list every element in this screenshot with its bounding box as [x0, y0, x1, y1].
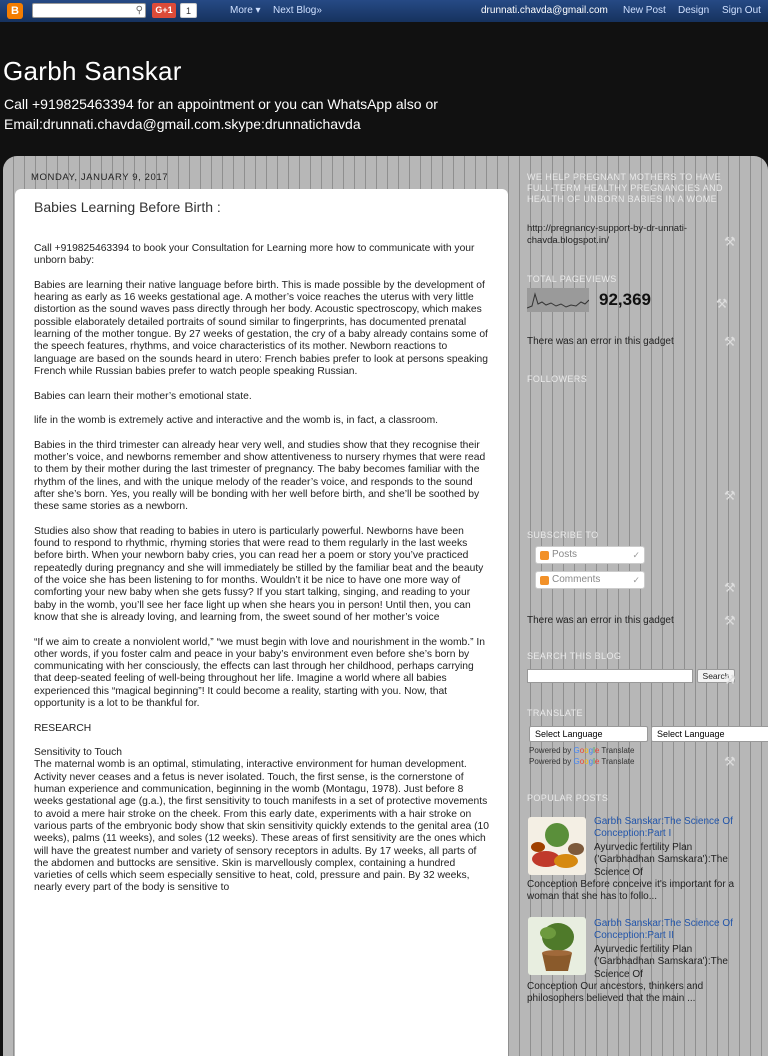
posts-label: Posts — [552, 549, 578, 560]
post-title[interactable]: Babies Learning Before Birth : — [34, 199, 221, 215]
post-paragraph: Babies in the third trimester can already hear very well, and studies show that they recognise their mother’s voice, and newborns remember and show attentiveness to nursery rhymes that were read to them by their mother during the last trimester of pregnancy. The baby becomes familiar with the rhythm of the lines, and with the unique melody of the reader’s voice, and responds to the sound after she’s born. Yes, you really will be bonding with her well before birth, and she’ll be soothed by these same stories as a newborn. — [34, 439, 486, 513]
edit-wrench-icon[interactable]: ⚒ — [724, 488, 736, 503]
post-date: MONDAY, JANUARY 9, 2017 — [31, 172, 169, 183]
edit-wrench-icon[interactable]: ⚒ — [724, 613, 736, 628]
post-paragraph: life in the womb is extremely active and interactive and the womb is, in fact, a classroom. — [34, 415, 439, 427]
popular-post-snippet: Conception Our ancestors, thinkers and philosophers believed that the main ... — [527, 981, 704, 1005]
post-paragraph: “If we aim to create a nonviolent world,” “we must begin with love and nourishment in the womb.” In other words, if you foster calm and peace in your baby’s environment even before she’s born by communicating with her consciously, the effects can last through her childhood, perhaps carrying that deep-seated feeling of well-being throughout her life. Imagine a world where all babies experienced this “magical beginning”! It could become a reality, starting with you. Now, that opportunity is a lot to be thankful for. — [34, 636, 485, 709]
post-paragraph: Studies also show that reading to babies in utero is particularly powerful. Newborns have been found to respond to rhythmic, rhyming stories that were read to them regularly in the last weeks before birth. When your newborn baby cries, you can read her a poem or story you’ve practiced repeatedly during pregnancy and she will immediately be stilled by the familiar beat and the beauty of the voice she has been listening to for months. Wouldn’t it be nice to have one more way of comforting your new baby when she gets fussy? If you start talking, singing, and reading to your baby in the womb, you’ll see her face light up when she hears you in person! Until then, you can know that she is already loving, and learning from, the sweet sound of her mother’s voice — [34, 525, 484, 623]
new-post-link[interactable]: New Post — [623, 5, 666, 16]
rss-icon — [540, 551, 549, 560]
blogger-navbar — [0, 0, 768, 22]
powered-by-google-translate[interactable]: Powered by Google Translate — [529, 757, 635, 766]
edit-wrench-icon[interactable]: ⚒ — [724, 754, 736, 769]
subscribe-comments-button[interactable] — [535, 571, 645, 589]
sign-out-link[interactable]: Sign Out — [722, 5, 761, 16]
powered-by-google-translate[interactable]: Powered by Google Translate — [529, 746, 635, 755]
popular-post-title[interactable]: Garbh Sanskar:The Science Of Conception:Part I — [594, 816, 733, 839]
blogger-logo-icon[interactable]: B — [7, 3, 23, 19]
post-paragraph: Sensitivity to Touch The maternal womb is an optimal, stimulating, interactive environment for human development. Activity never ceases and a fetus is never isolated. Touch, the first sense, is the cornerstone of human experience and communication, beginning in the womb (Montagu, 1978). Just before 8 weeks gestational age (g.a.), the first sensitivity to touch manifests in a set of protective movements to avoid a mere hair stroke on the cheek. From this early date, experiments with a hair stroke on various parts of the embryonic body show that skin sensitivity quickly extends to the genital area (10 weeks), palms (11 weeks), and soles (12 weeks). These areas of first sensitivity are the ones which will have the greatest number and variety of sensory receptors in adults. By 17 weeks, all parts of the abdomen and buttocks are sensitive. Skin is marvellously complex, containing a hundred varieties of cells which seem especially sensitive to heat, cold, pressure and pain. By 32 weeks, nearly every part of the body is sensitive to — [34, 747, 490, 894]
gadget-error-text: There was an error in this gadget — [527, 615, 674, 626]
gadget-error-text: There was an error in this gadget — [527, 336, 674, 347]
popular-posts-title: POPULAR POSTS — [527, 793, 609, 803]
popular-post-title[interactable]: Garbh Sanskar:The Science Of Conception:Part II — [594, 918, 733, 941]
rss-icon — [540, 576, 549, 585]
popular-post-snippet: Conception Before conceive it's important for a woman that she has to follo... — [527, 879, 735, 903]
tagline-link[interactable]: http://pregnancy-support-by-dr-unnati-chavda.blogspot.in/ — [527, 223, 687, 246]
next-blog-link[interactable]: Next Blog» — [273, 5, 322, 16]
blog-description: Call +919825463394 for an appointment or you can WhatsApp also or Email:drunnati.chavda@gmail.com.skype:drunnatichavda — [4, 96, 438, 132]
user-email: drunnati.chavda@gmail.com — [481, 5, 608, 16]
post-thumbnail[interactable] — [528, 817, 586, 875]
language-select[interactable]: Select Language — [651, 726, 768, 742]
more-menu[interactable]: More ▾ — [230, 5, 261, 16]
pageviews-sparkline — [527, 288, 589, 312]
post-paragraph: Babies are learning their native language before birth. This is made possible by the development of hearing as early as 16 weeks gestational age. A mother’s voice reaches the uterus with very little distortion as the sound waves pass directly through her body. Acoustic spectroscopy, which makes possible elaborately detailed portraits of sound similar to fingerprints, has documented prenatal learning of the mother tongue. By 27 weeks of gestation, the cry of a baby already contains some of the speech features, rhythms, and voice characteristics of its mother. Newborn reactions to language are based on the sounds heard in utero: French babies prefer to look at persons speaking French while Russian babies prefer to watch people speaking Russian. — [34, 279, 488, 377]
blog-header — [0, 22, 768, 156]
edit-wrench-icon[interactable]: ⚒ — [724, 672, 736, 687]
blog-search-input[interactable] — [527, 669, 693, 683]
post-paragraph: RESEARCH — [34, 722, 92, 734]
subscribe-title: SUBSCRIBE TO — [527, 530, 599, 540]
search-icon[interactable]: ⚲ — [135, 5, 143, 16]
blog-title[interactable]: Garbh Sanskar — [3, 56, 182, 86]
navbar-search-input[interactable] — [32, 3, 146, 18]
pageviews-title: TOTAL PAGEVIEWS — [527, 274, 617, 284]
edit-wrench-icon[interactable]: ⚒ — [724, 580, 736, 595]
edit-wrench-icon[interactable]: ⚒ — [724, 334, 736, 349]
gplus-button[interactable]: G+1 — [152, 3, 176, 18]
post-card — [15, 189, 508, 1056]
edit-wrench-icon[interactable]: ⚒ — [724, 234, 736, 249]
sidebar — [527, 170, 768, 1056]
language-select[interactable]: Select Language — [529, 726, 648, 742]
pageviews-count: 92,369 — [599, 290, 651, 309]
popular-post-snippet: Ayurvedic fertility Plan ('Garbhadhan Samskara'):The Science Of — [594, 842, 728, 878]
translate-title: TRANSLATE — [527, 708, 583, 718]
post-paragraph: Call +919825463394 to book your Consultation for Learning more how to communicate with your unborn baby: — [34, 243, 475, 267]
edit-wrench-icon[interactable]: ⚒ — [716, 296, 728, 311]
subscribe-posts-button[interactable] — [535, 546, 645, 564]
chevron-down-icon: ✓ — [632, 550, 640, 560]
design-link[interactable]: Design — [678, 5, 710, 16]
search-button[interactable]: Search — [697, 669, 735, 683]
post-body — [34, 243, 492, 895]
post-thumbnail[interactable] — [528, 917, 586, 975]
post-paragraph: Babies can learn their mother’s emotional state. — [34, 390, 252, 402]
popular-post-snippet: Ayurvedic fertility Plan ('Garbhadhan Samskara'):The Science Of — [594, 944, 728, 980]
content-area — [3, 156, 768, 1056]
comments-label: Comments — [552, 574, 601, 585]
chevron-down-icon: ✓ — [632, 575, 640, 585]
search-blog-title: SEARCH THIS BLOG — [527, 651, 622, 661]
tagline-title: WE HELP PREGNANT MOTHERS TO HAVE FULL-TERM HEALTHY PREGNANCIES AND HEALTH OF UNBORN BABIES IN A WOME — [527, 172, 723, 204]
gplus-count: 1 — [180, 3, 197, 18]
followers-title: FOLLOWERS — [527, 374, 588, 384]
